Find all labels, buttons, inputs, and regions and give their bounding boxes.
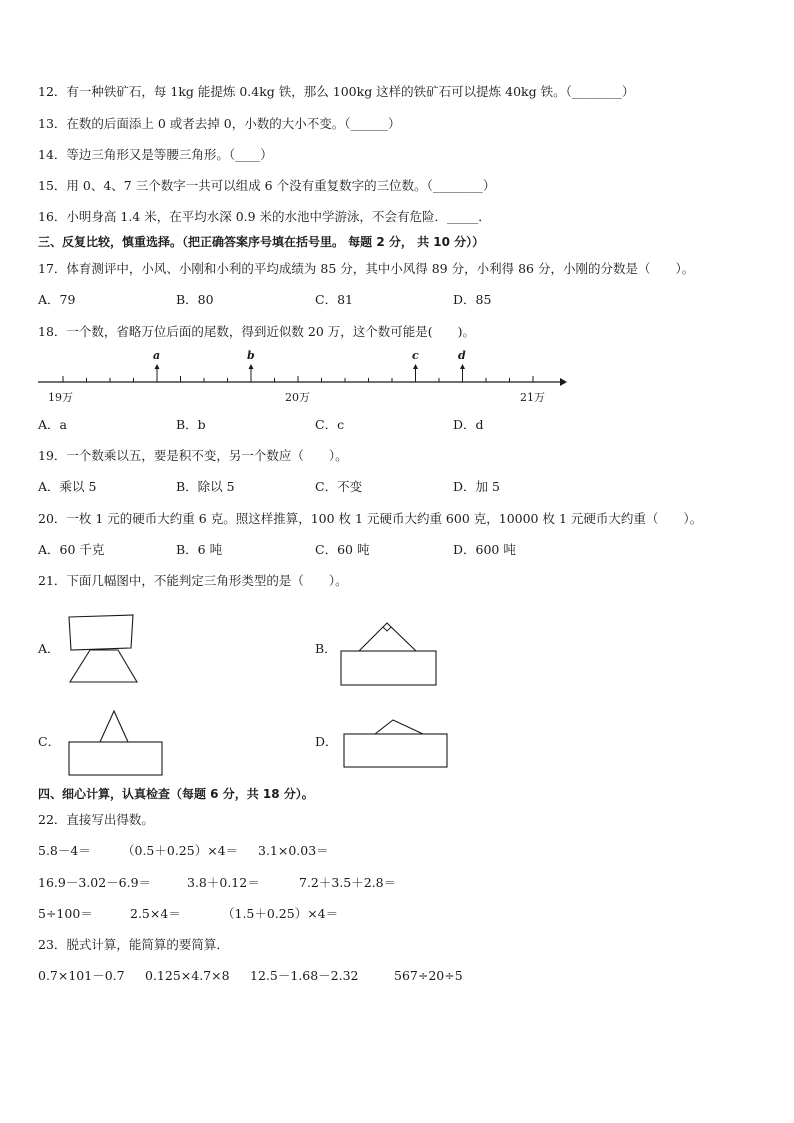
q22-item-5: 3.8＋0.12＝ — [187, 875, 260, 890]
q22-item-3: 3.1×0.03＝ — [258, 843, 329, 858]
q21-option-a: A． — [38, 641, 60, 656]
q22-item-4: 16.9－3.02－6.9＝ — [38, 875, 152, 890]
q23-item-4: 567÷20÷5 — [394, 968, 463, 983]
q23-item-3: 12.5－1.68－2.32 — [250, 968, 359, 983]
question-23-stem: 23．脱式计算，能简算的要简算． — [38, 937, 229, 952]
q23-item-2: 0.125×4.7×8 — [145, 968, 230, 983]
q19-option-b: B．除以 5 — [176, 479, 235, 494]
q19-option-c: C．不变 — [315, 479, 363, 494]
point-label-b: b — [247, 349, 255, 362]
question-13: 13．在数的后面添上 0 或者去掉 0，小数的大小不变。（______） — [38, 116, 401, 131]
question-16: 16．小明身高 1.4 米，在平均水深 0.9 米的水池中学游泳，不会有危险．_____． — [38, 209, 491, 224]
q17-option-a: A．79 — [38, 292, 76, 307]
q21-option-b: B． — [315, 641, 337, 656]
q22-item-7: 5÷100＝ — [38, 906, 93, 921]
question-17-stem: 17．体育测评中，小风、小刚和小利的平均成绩为 85 分，其中小风得 89 分，小利得 86 分，小刚的分数是（ ）。 — [38, 261, 695, 276]
q17-option-c: C．81 — [315, 292, 353, 307]
section-3-heading: 三、反复比较，慎重选择。（把正确答案序号填在括号里。 每题 2 分， 共 10 分）） — [38, 235, 485, 249]
question-15: 15．用 0、4、7 三个数字一共可以组成 6 个没有重复数字的三位数。（________） — [38, 178, 496, 193]
q18-option-a: A．a — [38, 417, 67, 432]
question-22-stem: 22．直接写出得数。 — [38, 812, 154, 827]
q21-option-d: D． — [315, 734, 338, 749]
q20-option-c: C．60 吨 — [315, 542, 370, 557]
point-label-a: a — [153, 349, 161, 362]
q22-item-9: （1.5＋0.25）×4＝ — [222, 906, 339, 921]
q22-item-6: 7.2＋3.5＋2.8＝ — [299, 875, 397, 890]
question-18-stem: 18．一个数，省略万位后面的尾数，得到近似数 20 万，这个数可能是( )。 — [38, 324, 476, 339]
q17-option-b: B．80 — [176, 292, 214, 307]
question-21-stem: 21．下面几幅图中，不能判定三角形类型的是（ ）。 — [38, 573, 348, 588]
question-19-stem: 19．一个数乘以五，要是积不变，另一个数应（ ）。 — [38, 448, 348, 463]
q22-item-2: （0.5＋0.25）×4＝ — [122, 843, 239, 858]
question-20-stem: 20．一枚 1 元的硬币大约重 6 克。照这样推算，100 枚 1 元硬币大约重 600 克，10000 枚 1 元硬币大约重（ ）。 — [38, 511, 703, 526]
section-4-heading: 四、细心计算，认真检查（每题 6 分，共 18 分）。 — [38, 787, 314, 801]
q20-option-b: B．6 吨 — [176, 542, 223, 557]
q20-option-a: A．60 千克 — [38, 542, 105, 557]
q21-option-c: C． — [38, 734, 61, 749]
q20-option-d: D．600 吨 — [453, 542, 516, 557]
q18-option-d: D．d — [453, 417, 484, 432]
question-14: 14．等边三角形又是等腰三角形。（____） — [38, 147, 273, 162]
q22-item-1: 5.8－4＝ — [38, 843, 91, 858]
q17-option-d: D．85 — [453, 292, 492, 307]
q19-option-d: D．加 5 — [453, 479, 500, 494]
axis-label-21wan: 21万 — [520, 391, 545, 404]
q22-item-8: 2.5×4＝ — [130, 906, 181, 921]
point-label-c: c — [412, 349, 419, 362]
q19-option-a: A．乘以 5 — [38, 479, 97, 494]
question-12: 12．有一种铁矿石，每 1kg 能提炼 0.4kg 铁，那么 100kg 这样的铁矿石可以提炼 40kg 铁。（________） — [38, 84, 635, 99]
q18-option-b: B．b — [176, 417, 206, 432]
q23-item-1: 0.7×101－0.7 — [38, 968, 125, 983]
axis-label-19wan: 19万 — [48, 391, 73, 404]
axis-label-20wan: 20万 — [285, 391, 310, 404]
q18-option-c: C．c — [315, 417, 345, 432]
point-label-d: d — [458, 349, 466, 362]
